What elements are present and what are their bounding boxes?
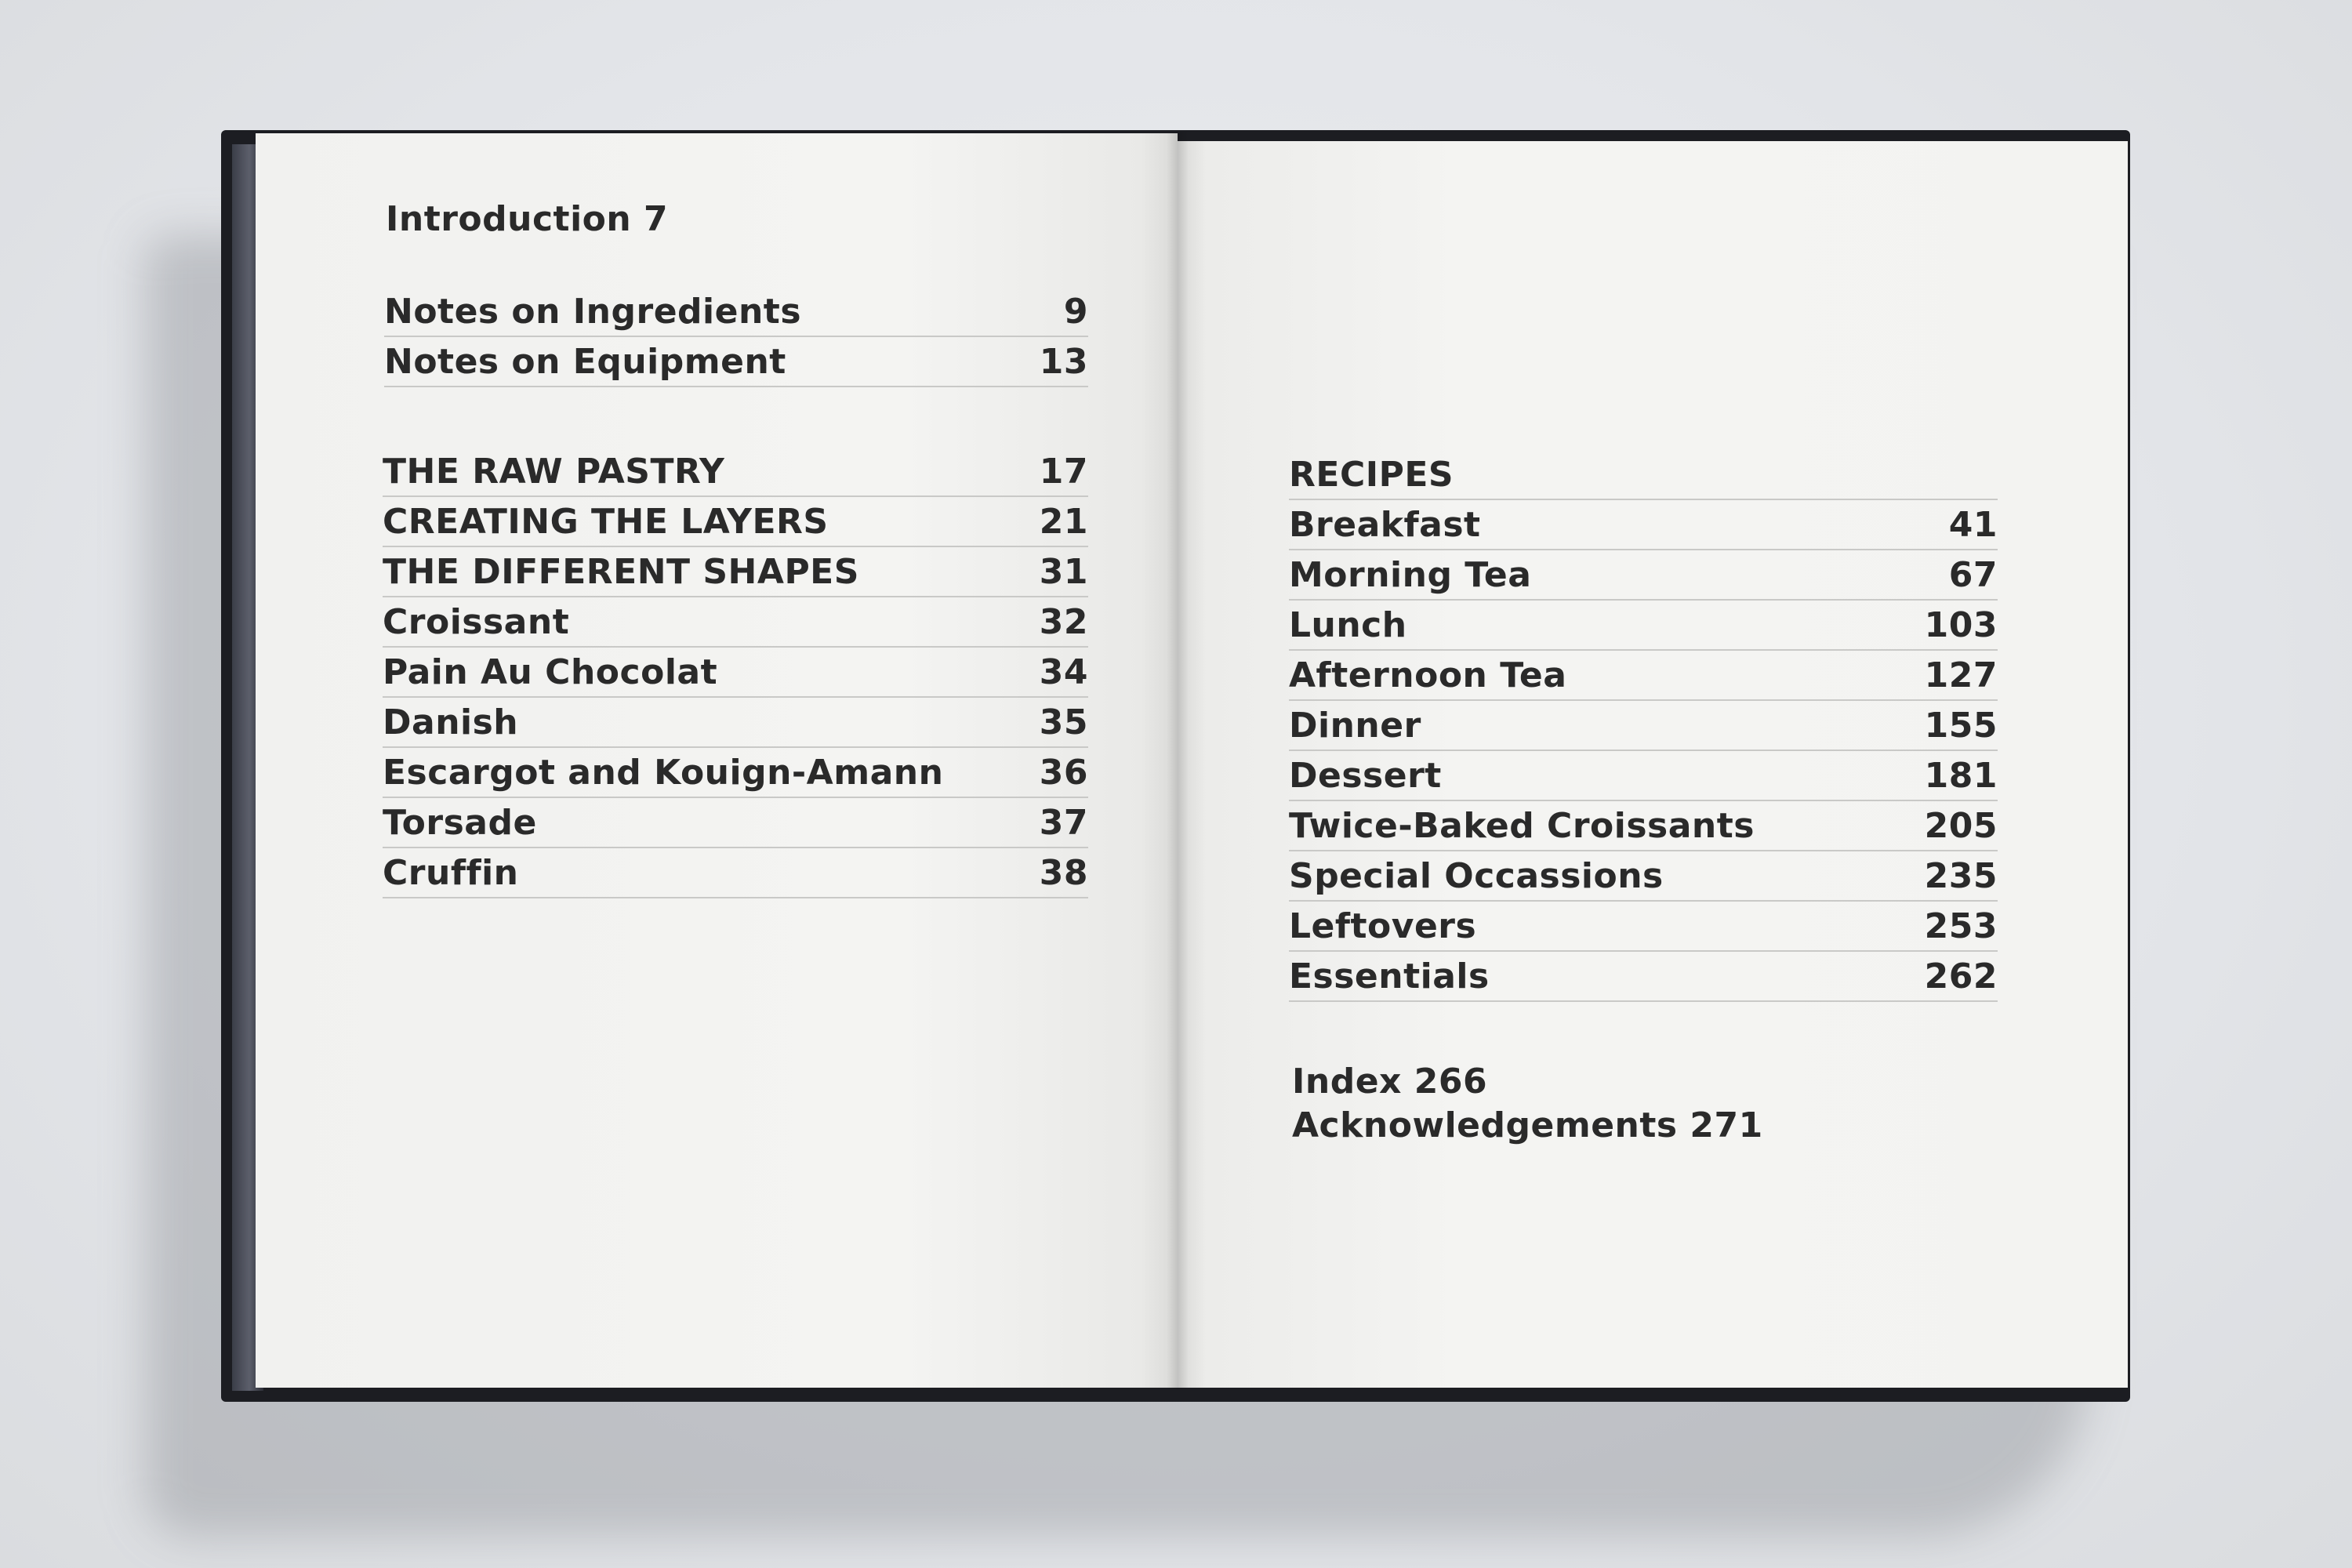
toc-title: Lunch <box>1289 605 1407 645</box>
toc-title: Special Occassions <box>1289 856 1664 896</box>
toc-row <box>383 648 1088 698</box>
toc-recipes-list <box>1289 450 1998 1002</box>
toc-page-number: 253 <box>1924 906 1998 946</box>
toc-section-heading <box>1289 450 1998 500</box>
left-page <box>256 133 1178 1388</box>
toc-row <box>1289 902 1998 952</box>
toc-row <box>383 848 1088 898</box>
toc-chapters-list <box>383 447 1088 898</box>
toc-page-number: 32 <box>1039 602 1088 642</box>
toc-title: Escargot and Kouign-Amann <box>383 753 944 793</box>
toc-title: Essentials <box>1289 956 1490 996</box>
toc-row <box>1289 801 1998 851</box>
toc-page-number: 262 <box>1924 956 1998 996</box>
toc-row <box>383 447 1088 497</box>
toc-row <box>1289 701 1998 751</box>
toc-acknowledgements: Acknowledgements 271 <box>1292 1105 1763 1145</box>
toc-row <box>1289 550 1998 601</box>
toc-page-number: 67 <box>1948 555 1998 595</box>
toc-page-number: 36 <box>1039 753 1088 793</box>
toc-page-number: 235 <box>1924 856 1998 896</box>
toc-title: Leftovers <box>1289 906 1477 946</box>
toc-title: Cruffin <box>383 853 519 893</box>
toc-title: Croissant <box>383 602 570 642</box>
toc-page-number: 155 <box>1924 706 1998 746</box>
toc-page-number: 21 <box>1039 502 1088 542</box>
toc-page-number: 127 <box>1924 655 1998 695</box>
toc-title: Breakfast <box>1289 505 1481 545</box>
toc-title: Afternoon Tea <box>1289 655 1567 695</box>
toc-row <box>384 337 1088 387</box>
toc-title: Notes on Equipment <box>384 342 786 382</box>
right-page <box>1178 141 2128 1388</box>
toc-row <box>1289 601 1998 651</box>
toc-page-number: 35 <box>1039 702 1088 742</box>
toc-row <box>383 748 1088 798</box>
toc-row <box>383 547 1088 597</box>
toc-page-number: 13 <box>1039 342 1088 382</box>
toc-page-number: 34 <box>1039 652 1088 692</box>
toc-page-number: 9 <box>1063 292 1088 332</box>
recipes-heading: RECIPES <box>1289 455 1454 495</box>
toc-title: CREATING THE LAYERS <box>383 502 829 542</box>
toc-title: Dinner <box>1289 706 1421 746</box>
toc-row <box>384 287 1088 337</box>
toc-title: THE RAW PASTRY <box>383 452 725 492</box>
toc-page-number: 181 <box>1924 756 1998 796</box>
toc-title: Twice-Baked Croissants <box>1289 806 1755 846</box>
toc-notes-list <box>384 287 1088 387</box>
toc-row <box>383 698 1088 748</box>
toc-page-number: 103 <box>1924 605 1998 645</box>
toc-row <box>1289 952 1998 1002</box>
toc-row <box>383 497 1088 547</box>
toc-title: Danish <box>383 702 519 742</box>
toc-title: THE DIFFERENT SHAPES <box>383 552 859 592</box>
toc-page-number: 205 <box>1924 806 1998 846</box>
toc-page-number: 31 <box>1039 552 1088 592</box>
toc-page-number: 17 <box>1039 452 1088 492</box>
toc-introduction: Introduction 7 <box>386 199 669 239</box>
toc-row <box>1289 751 1998 801</box>
toc-index: Index 266 <box>1292 1062 1488 1102</box>
toc-title: Torsade <box>383 803 537 843</box>
toc-title: Notes on Ingredients <box>384 292 802 332</box>
toc-page-number: 41 <box>1948 505 1998 545</box>
toc-row <box>1289 651 1998 701</box>
toc-title: Pain Au Chocolat <box>383 652 718 692</box>
toc-page-number: 38 <box>1039 853 1088 893</box>
toc-page-number: 37 <box>1039 803 1088 843</box>
toc-title: Dessert <box>1289 756 1442 796</box>
book-gutter <box>1167 132 1189 1389</box>
toc-title: Morning Tea <box>1289 555 1532 595</box>
toc-row <box>383 597 1088 648</box>
toc-row <box>1289 500 1998 550</box>
toc-row <box>383 798 1088 848</box>
toc-row <box>1289 851 1998 902</box>
